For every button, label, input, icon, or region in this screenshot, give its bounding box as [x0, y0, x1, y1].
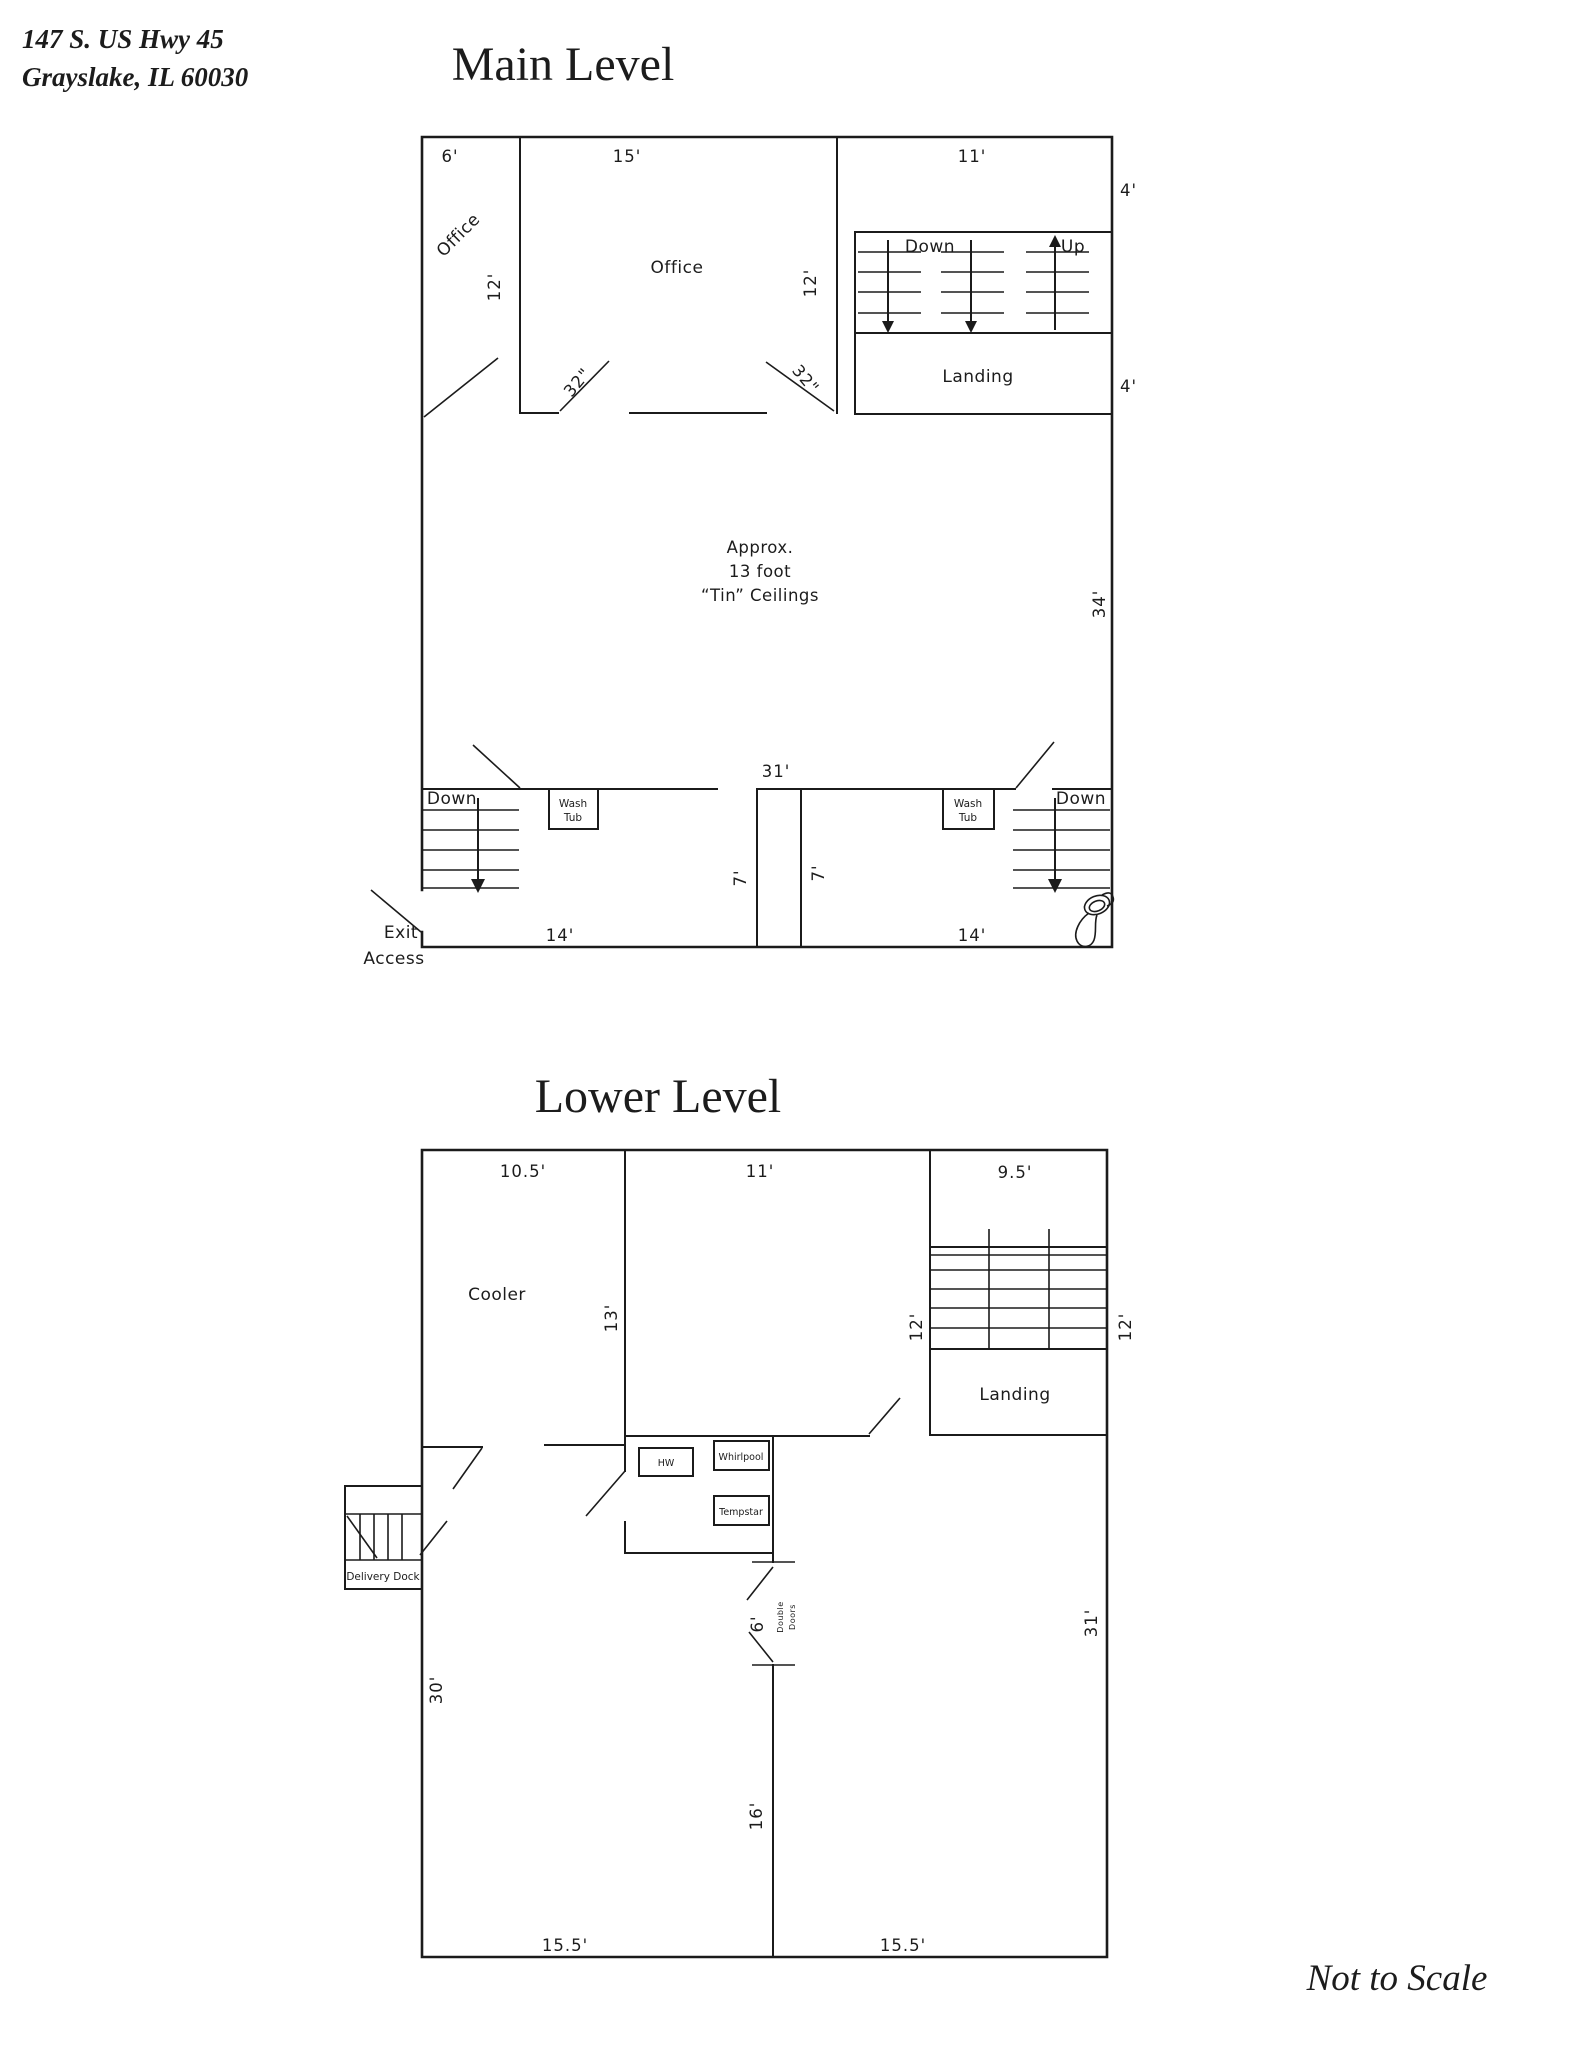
exit-access-line1: Exit	[383, 923, 419, 943]
stairs-down-arrow-middle	[965, 240, 977, 333]
dim-9-5ft: 9.5'	[997, 1163, 1033, 1182]
utility-room	[545, 1436, 773, 1553]
stairs-down-label-bottom-left: Down	[426, 789, 478, 809]
stairs-down-label-bottom-right: Down	[1055, 789, 1107, 809]
dim-6ft: 6'	[441, 147, 459, 166]
office-large-label: Office	[650, 258, 704, 278]
wash-tub-right	[943, 789, 994, 829]
main-lower-walls	[422, 789, 1112, 947]
dim-6ft-doors: 6'	[748, 1615, 767, 1633]
dim-14ft-right: 14'	[957, 926, 987, 945]
dim-15-5ft-right: 15.5'	[879, 1936, 927, 1955]
dim-30ft: 30'	[427, 1675, 446, 1705]
dim-34ft: 34'	[1090, 589, 1109, 619]
closet-door-leaf	[424, 358, 498, 417]
tempstar-label: Tempstar	[719, 1507, 763, 1518]
wash-tub-right-label2: Tub	[958, 812, 978, 824]
dim-31ft: 31'	[761, 762, 791, 781]
delivery-dock	[345, 1486, 422, 1589]
ceiling-note-line1: Approx.	[726, 538, 794, 557]
double-doors-label1: Double	[776, 1601, 785, 1633]
whirlpool-label: Whirlpool	[718, 1452, 764, 1463]
stairs-down-label-top: Down	[904, 237, 956, 257]
lower-landing-label: Landing	[979, 1385, 1051, 1405]
main-stairs-top	[858, 235, 1089, 333]
dim-11ft: 11'	[957, 147, 987, 166]
wash-tub-left	[549, 789, 598, 829]
dim-15-5ft-left: 15.5'	[541, 1936, 589, 1955]
dim-16ft: 16'	[747, 1801, 766, 1831]
address-line-1: 147 S. US Hwy 45	[22, 24, 224, 54]
wash-tub-right-label1: Wash	[953, 798, 983, 810]
wash-tub-left-label2: Tub	[563, 812, 583, 824]
main-level-title: Main Level	[451, 38, 675, 91]
stairs-up-label-top: Up	[1060, 237, 1086, 257]
dim-10-5ft: 10.5'	[499, 1162, 547, 1181]
address-line-2: Grayslake, IL 60030	[22, 62, 249, 92]
main-stairs-bottom-right	[1013, 798, 1110, 893]
stairs-down-arrow-left	[882, 240, 894, 333]
dim-4ft-top: 4'	[1120, 181, 1138, 200]
lower-right-door-leaf	[1016, 742, 1054, 788]
dim-12ft-lower-right: 12'	[1116, 1312, 1135, 1342]
landing-door-leaf	[869, 1398, 900, 1434]
ceiling-note	[701, 538, 819, 605]
wash-tub-left-label1: Wash	[558, 798, 588, 810]
dim-15ft: 15'	[612, 147, 642, 166]
dim-32in-left: 32"	[559, 364, 595, 401]
dim-lower-11ft: 11'	[745, 1162, 775, 1181]
dim-14ft-left: 14'	[545, 926, 575, 945]
stairs-up-arrow	[1049, 235, 1061, 330]
toilet-icon	[1076, 892, 1114, 947]
ceiling-note-line3: “Tin” Ceilings	[700, 586, 820, 605]
dim-32in-right: 32"	[788, 361, 824, 398]
delivery-dock-label: Delivery Dock	[346, 1571, 420, 1583]
delivery-door-leaf-2	[420, 1521, 447, 1555]
dim-31ft-lower: 31'	[1082, 1608, 1101, 1638]
main-landing-label: Landing	[942, 367, 1014, 387]
lower-left-door-leaf	[473, 745, 520, 788]
lower-level-title: Lower Level	[534, 1070, 782, 1123]
dim-12ft-right: 12'	[801, 268, 820, 298]
utility-door-leaf	[586, 1471, 625, 1516]
dim-13ft: 13'	[602, 1303, 621, 1333]
delivery-door-leaf-1	[453, 1448, 482, 1489]
exit-access-line2: Access	[363, 949, 425, 969]
not-to-scale-note: Not to Scale	[1306, 1958, 1488, 1999]
ceiling-note-line2: 13 foot	[728, 562, 792, 581]
double-doors-label2: Doors	[788, 1604, 797, 1630]
dim-12ft-left: 12'	[485, 272, 504, 302]
dim-4ft-landing: 4'	[1120, 377, 1138, 396]
main-level-plan	[363, 137, 1137, 969]
dim-7ft-left: 7'	[731, 869, 750, 887]
cooler-label: Cooler	[468, 1285, 526, 1305]
dim-12ft-lower-left: 12'	[907, 1312, 926, 1342]
hw-label: HW	[657, 1458, 675, 1469]
lower-level-plan	[345, 1150, 1135, 1957]
main-stairs-bottom-left	[422, 798, 519, 893]
office-small-label: Office	[432, 209, 485, 262]
dim-7ft-right: 7'	[809, 864, 828, 882]
